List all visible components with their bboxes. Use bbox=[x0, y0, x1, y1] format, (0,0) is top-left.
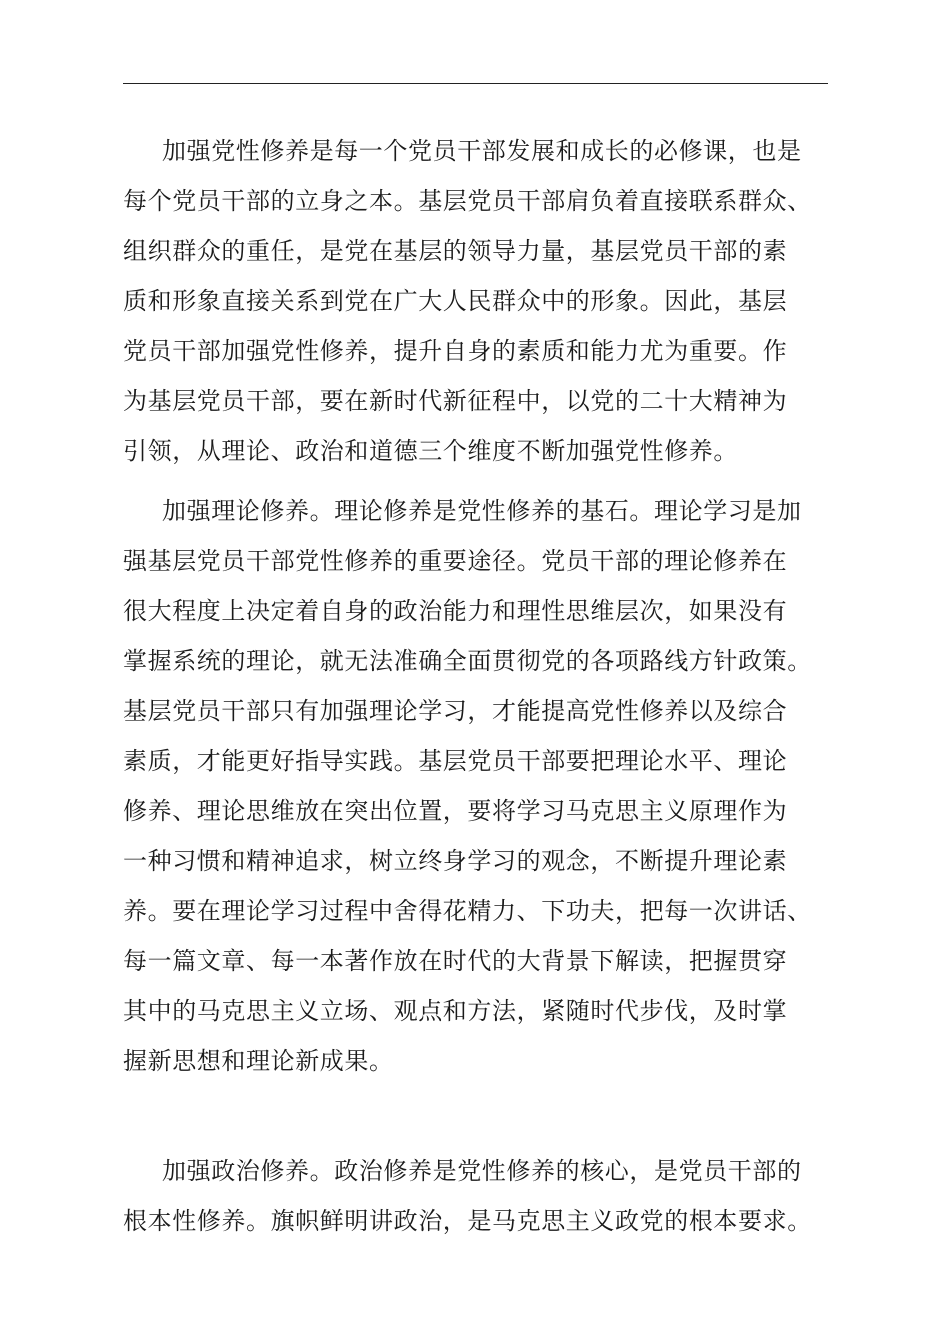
text-line: 加强理论修养。理论修养是党性修养的基石。理论学习是加 bbox=[162, 497, 802, 525]
text-line: 引领，从理论、政治和道德三个维度不断加强党性修养。 bbox=[123, 437, 738, 465]
text-line: 修养、理论思维放在突出位置，要将学习马克思主义原理作为 bbox=[123, 797, 788, 825]
paragraph-theory bbox=[123, 486, 828, 1136]
text-line: 一种习惯和精神追求，树立终身学习的观念，不断提升理论素 bbox=[123, 847, 788, 875]
text-line: 强基层党员干部党性修养的重要途径。党员干部的理论修养在 bbox=[123, 547, 788, 575]
text-line: 掌握系统的理论，就无法准确全面贯彻党的各项路线方针政策。 bbox=[123, 647, 812, 675]
text-line: 很大程度上决定着自身的政治能力和理性思维层次，如果没有 bbox=[123, 597, 788, 625]
text-line: 质和形象直接关系到党在广大人民群众中的形象。因此，基层 bbox=[123, 287, 788, 315]
text-line: 其中的马克思主义立场、观点和方法，紧随时代步伐，及时掌 bbox=[123, 997, 788, 1025]
text-line: 素质，才能更好指导实践。基层党员干部要把理论水平、理论 bbox=[123, 747, 788, 775]
text-line: 握新思想和理论新成果。 bbox=[123, 1047, 394, 1075]
document-body bbox=[123, 126, 828, 1256]
text-line: 每个党员干部的立身之本。基层党员干部肩负着直接联系群众、 bbox=[123, 187, 812, 215]
text-line: 根本性修养。旗帜鲜明讲政治，是马克思主义政党的根本要求。 bbox=[123, 1207, 812, 1235]
text-line bbox=[123, 1086, 828, 1136]
text-line: 党员干部加强党性修养，提升自身的素质和能力尤为重要。作 bbox=[123, 337, 788, 365]
paragraph-politics bbox=[123, 1146, 828, 1246]
text-line: 养。要在理论学习过程中舍得花精力、下功夫，把每一次讲话、 bbox=[123, 897, 812, 925]
text-line: 为基层党员干部，要在新时代新征程中，以党的二十大精神为 bbox=[123, 387, 788, 415]
header-rule bbox=[123, 83, 828, 84]
paragraph-intro bbox=[123, 126, 828, 476]
text-line: 加强党性修养是每一个党员干部发展和成长的必修课，也是 bbox=[162, 137, 802, 165]
text-line: 组织群众的重任，是党在基层的领导力量，基层党员干部的素 bbox=[123, 237, 788, 265]
text-line: 加强政治修养。政治修养是党性修养的核心，是党员干部的 bbox=[162, 1157, 802, 1185]
text-line: 基层党员干部只有加强理论学习，才能提高党性修养以及综合 bbox=[123, 697, 788, 725]
text-line: 每一篇文章、每一本著作放在时代的大背景下解读，把握贯穿 bbox=[123, 947, 788, 975]
